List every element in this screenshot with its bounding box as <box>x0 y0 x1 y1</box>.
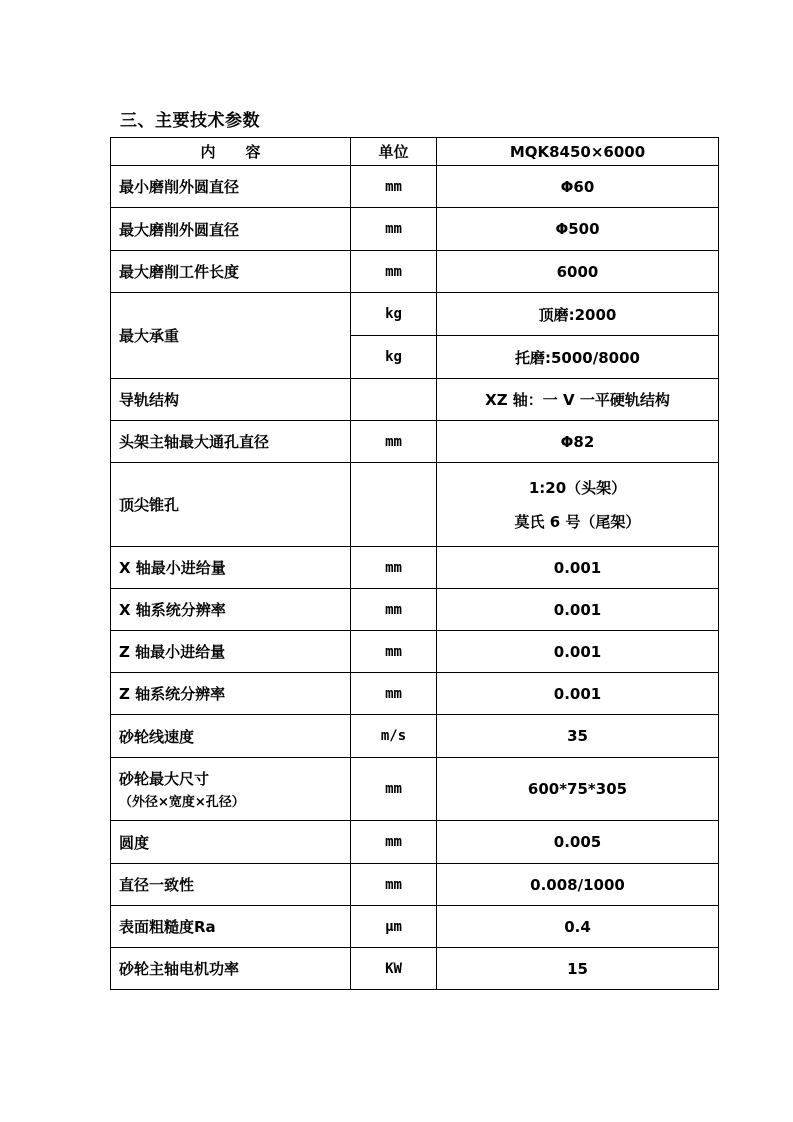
table-row <box>111 421 719 463</box>
table-header-row <box>111 138 719 166</box>
param-cell: X 轴系统分辨率 <box>111 589 351 631</box>
unit-cell: mm <box>351 251 437 293</box>
param-cell: Z 轴系统分辨率 <box>111 673 351 715</box>
value-cell: 0.001 <box>437 673 719 715</box>
value-cell: 0.005 <box>437 821 719 864</box>
table-row <box>111 166 719 208</box>
param-cell: 顶尖锥孔 <box>111 463 351 547</box>
value-cell: 0.001 <box>437 589 719 631</box>
unit-cell <box>351 379 437 421</box>
unit-cell: mm <box>351 547 437 589</box>
table-row <box>111 463 719 547</box>
section-title: 三、主要技术参数 <box>120 111 260 131</box>
param-cell: 砂轮线速度 <box>111 715 351 758</box>
table-row <box>111 864 719 906</box>
unit-cell: m/s <box>351 715 437 758</box>
value-cell: Φ500 <box>437 208 719 251</box>
unit-cell: kg <box>351 293 437 336</box>
param-cell <box>111 758 351 821</box>
table-row <box>111 293 719 336</box>
unit-cell: mm <box>351 821 437 864</box>
header-model: MQK8450×6000 <box>437 138 719 166</box>
table-row <box>111 821 719 864</box>
table-row <box>111 906 719 948</box>
value-cell: 35 <box>437 715 719 758</box>
param-cell: 直径一致性 <box>111 864 351 906</box>
table-row <box>111 715 719 758</box>
unit-cell: kg <box>351 336 437 379</box>
table-row <box>111 589 719 631</box>
table-row <box>111 758 719 821</box>
value-cell <box>437 463 719 547</box>
table-row <box>111 948 719 990</box>
param-cell: 最大磨削外圆直径 <box>111 208 351 251</box>
unit-cell <box>351 463 437 547</box>
unit-cell: mm <box>351 673 437 715</box>
param-cell: 导轨结构 <box>111 379 351 421</box>
param-cell: 最小磨削外圆直径 <box>111 166 351 208</box>
value-cell: 托磨:5000/8000 <box>437 336 719 379</box>
table-row <box>111 547 719 589</box>
unit-cell: μm <box>351 906 437 948</box>
value-cell: XZ 轴：一 V 一平硬轨结构 <box>437 379 719 421</box>
param-cell: 砂轮主轴电机功率 <box>111 948 351 990</box>
param-cell: X 轴最小进给量 <box>111 547 351 589</box>
table-row <box>111 631 719 673</box>
value-cell: 600*75*305 <box>437 758 719 821</box>
value-line: 1:20（头架） <box>528 478 627 497</box>
unit-cell: mm <box>351 208 437 251</box>
table-row <box>111 208 719 251</box>
header-content: 内 容 <box>111 138 351 166</box>
unit-cell: mm <box>351 589 437 631</box>
param-label: 砂轮最大尺寸 <box>119 770 210 788</box>
param-cell: 表面粗糙度Ra <box>111 906 351 948</box>
unit-cell: mm <box>351 864 437 906</box>
param-cell: Z 轴最小进给量 <box>111 631 351 673</box>
param-cell: 圆度 <box>111 821 351 864</box>
unit-cell: KW <box>351 948 437 990</box>
spec-table <box>110 137 719 990</box>
header-unit: 单位 <box>351 138 437 166</box>
value-cell: 0.001 <box>437 631 719 673</box>
param-cell: 最大磨削工件长度 <box>111 251 351 293</box>
unit-cell: mm <box>351 166 437 208</box>
value-cell: Φ82 <box>437 421 719 463</box>
param-cell: 头架主轴最大通孔直径 <box>111 421 351 463</box>
value-cell: 0.001 <box>437 547 719 589</box>
value-line: 莫氏 6 号（尾架） <box>514 512 641 531</box>
value-cell: 15 <box>437 948 719 990</box>
unit-cell: mm <box>351 631 437 673</box>
unit-cell: mm <box>351 758 437 821</box>
param-cell: 最大承重 <box>111 293 351 379</box>
value-cell: 顶磨:2000 <box>437 293 719 336</box>
table-row <box>111 251 719 293</box>
unit-cell: mm <box>351 421 437 463</box>
value-cell: 0.008/1000 <box>437 864 719 906</box>
param-note: （外径×宽度×孔径） <box>119 795 245 810</box>
table-row <box>111 673 719 715</box>
value-cell: 6000 <box>437 251 719 293</box>
table-row <box>111 379 719 421</box>
value-cell: Φ60 <box>437 166 719 208</box>
value-cell: 0.4 <box>437 906 719 948</box>
